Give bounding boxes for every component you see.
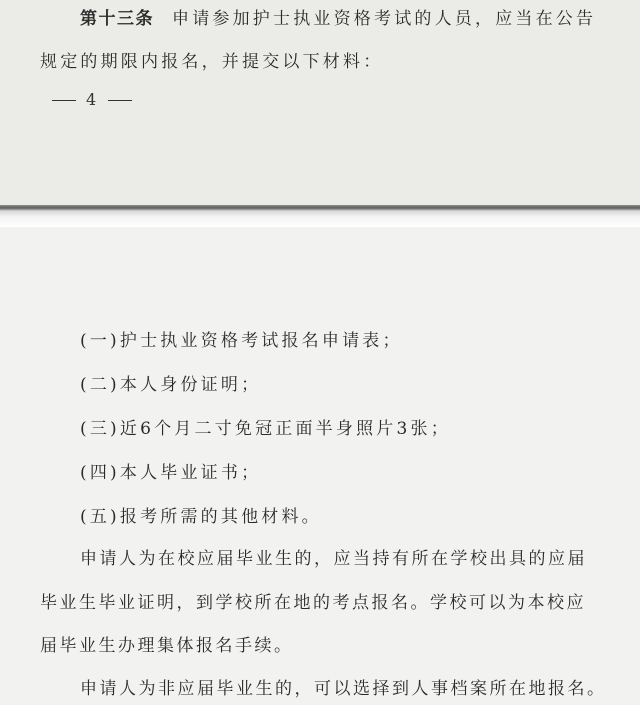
article-text-line-1: 申请参加护士执业资格考试的人员，应当在公告 [172,9,597,29]
page-number [42,90,142,109]
list-item-3: (三)近6个月二寸免冠正面半身照片3张； [80,419,451,439]
page-number-value: 4 [86,90,99,109]
page-break-shadow [0,205,640,227]
paragraph-1-line-2: 毕业生毕业证明，到学校所在地的考点报名。学校可以为本校应 [40,593,586,613]
paragraph-1-line-1: 申请人为在校应届毕业生的，应当持有所在学校出具的应届 [80,549,587,569]
article-line-1 [80,8,596,30]
list-item-5: (五)报考所需的其他材料。 [80,507,322,527]
article-heading: 第十三条 [80,9,154,29]
list-item-2: (二)本人身份证明； [80,375,262,395]
list-item-4: (四)本人毕业证书； [80,463,262,483]
dash-left [52,100,76,101]
paragraph-1-line-3: 届毕业生办理集体报名手续。 [40,636,294,656]
list-item-1: (一)护士执业资格考试报名申请表； [80,331,403,351]
paragraph-2-line-1: 申请人为非应届毕业生的，可以选择到人事档案所在地报名。 [80,679,607,699]
dash-right [108,100,132,101]
article-text-line-2: 规定的期限内报名，并提交以下材料： [40,52,384,72]
